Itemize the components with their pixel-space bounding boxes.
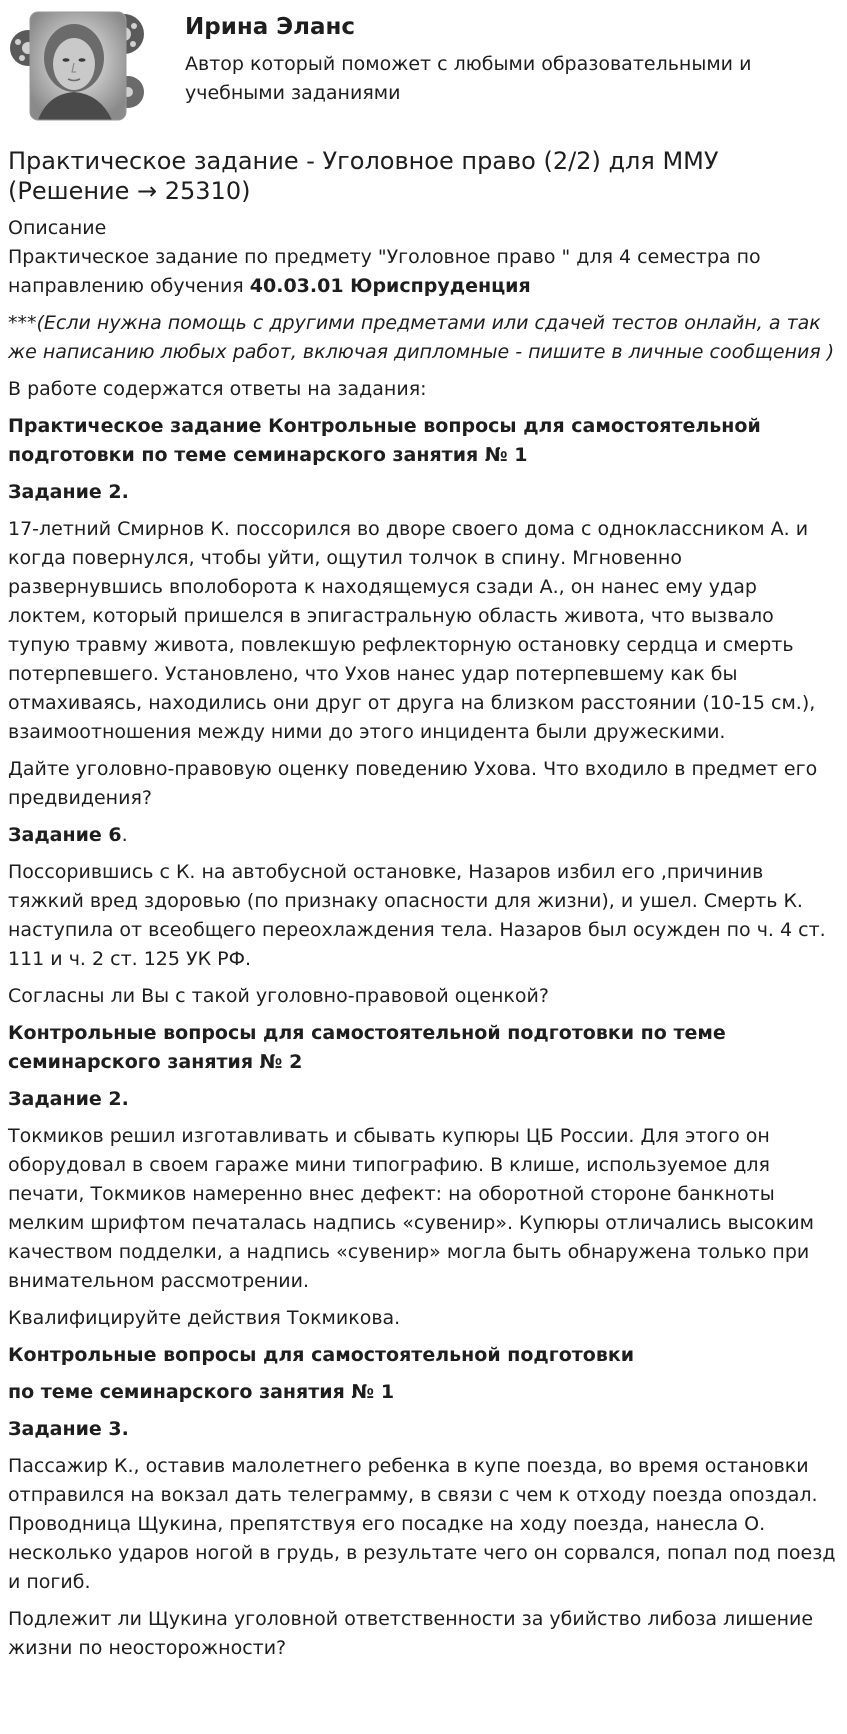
section-heading-2: Контрольные вопросы для самостоятельной подготовки по теме семинарского занятия № 2 — [8, 1022, 726, 1073]
section-heading-1: Практическое задание Контрольные вопросы для самостоятельной подготовки по теме семинарского занятия № 1 — [8, 415, 761, 466]
task-question: Дайте уголовно-правовую оценку поведению Ухова. Что входило в предмет его предвидения? — [8, 758, 818, 809]
section-heading-3-line2: по теме семинарского занятия № 1 — [8, 1381, 395, 1403]
italic-note: ***(Если нужна помощь с другими предметами или сдачей тестов онлайн, а так же написанию любых работ, включая дипломные - пишите в личные сообщения ) — [8, 312, 835, 363]
contains-paragraph: В работе содержатся ответы на задания: — [8, 378, 427, 400]
avatar-image — [8, 8, 148, 124]
task-heading: Задание 3. — [8, 1418, 129, 1440]
task-heading-6-label: Задание 6 — [8, 824, 122, 846]
author-avatar[interactable] — [8, 8, 148, 124]
document-content — [8, 146, 840, 1671]
author-description: Автор который поможет с любыми образовательными и учебными заданиями — [185, 53, 752, 104]
task-text: 17-летний Смирнов К. поссорился во дворе своего дома с одноклассником А. и когда повернулся, чтобы уйти, ощутил толчок в спину. Мгновенно развернувшись вполоборота к находящемуся сзади А., он нанес ему удар локтем, который пришелся в эпигастральную область живота, что вызвало тупую травму живота, повлекшую рефлекторную остановку сердца и смерть потерпевшего. Установлено, что Ухов нанес удар потерпевшему как бы отмахиваясь, находились они друг от друга на близком расстоянии (10-15 см.), взаимоотношения между ними до этого инцидента были дружескими. — [8, 518, 816, 743]
task-heading-6-tail: . — [121, 824, 128, 846]
task-heading: Задание 2. — [8, 481, 129, 503]
task-question: Согласны ли Вы с такой уголовно-правовой оценкой? — [8, 985, 549, 1007]
intro-bold-text: 40.03.01 Юриспруденция — [249, 275, 531, 297]
intro-text: Практическое задание по предмету "Уголовное право " для 4 семестра по направлению обучения — [8, 246, 761, 297]
description-label: Описание — [8, 217, 107, 239]
section-heading-3-line1: Контрольные вопросы для самостоятельной подготовки — [8, 1344, 635, 1366]
task-text: Поссорившись с К. на автобусной остановке, Назаров избил его ,причинив тяжкий вред здоровью (по признаку опасности для жизни), и ушел. Смерть К. наступила от всеобщего переохлаждения тела. Назаров был осужден по ч. 4 ст. 111 и ч. 2 ст. 125 УК РФ. — [8, 861, 826, 970]
author-header — [0, 0, 847, 130]
document-title: Практическое задание - Уголовное право (2/2) для ММУ (Решение → 25310) — [8, 147, 719, 205]
intro-paragraph — [8, 243, 840, 301]
task-text: Пассажир К., оставив малолетнего ребенка в купе поезда, во время остановки отправился на вокзал дать телеграмму, в связи с чем к отходу поезда опоздал. Проводница Щукина, препятствуя его посадке на ходу поезда, нанесла О. несколько ударов ногой в грудь, в результате чего он сорвался, попал под поезд и погиб. — [8, 1455, 836, 1593]
task-text: Токмиков решил изготавливать и сбывать купюры ЦБ России. Для этого он оборудовал в своем гараже мини типографию. В клише, используемое для печати, Токмиков намеренно внес дефект: на оборотной стороне банкноты мелким шрифтом печаталась надпись «сувенир». Купюры отличались высоким качеством подделки, а надпись «сувенир» могла быть обнаружена только при внимательном рассмотрении. — [8, 1125, 814, 1292]
author-name[interactable]: Ирина Эланс — [185, 14, 356, 40]
task-heading-6 — [8, 821, 840, 850]
task-question: Подлежит ли Щукина уголовной ответственности за убийство либоза лишение жизни по неосторожности? — [8, 1608, 814, 1659]
task-question: Квалифицируйте действия Токмикова. — [8, 1307, 401, 1329]
task-heading: Задание 2. — [8, 1088, 129, 1110]
